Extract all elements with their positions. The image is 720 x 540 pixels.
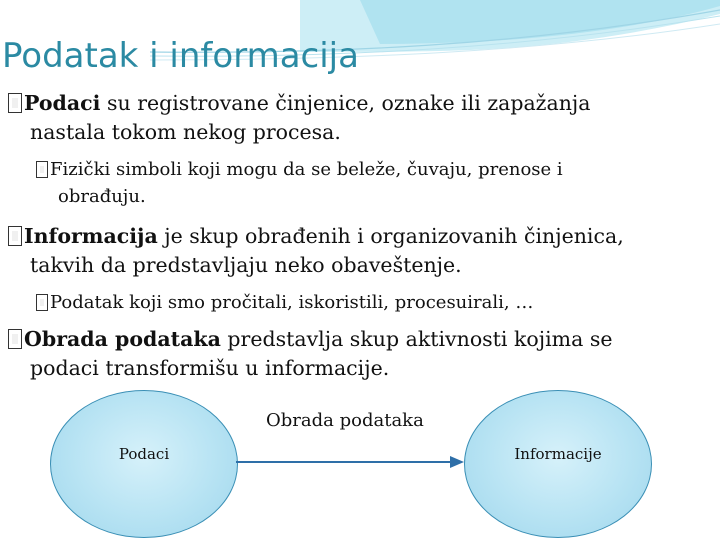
bullet-text-continued: takvih da predstavljaju neko obaveštenje. xyxy=(30,253,462,277)
arrow-label: Obrada podataka xyxy=(266,410,424,431)
bullet-text: predstavlja skup aktivnosti kojima se xyxy=(220,327,613,351)
bullet-podaci xyxy=(8,89,698,147)
podaci-ellipse xyxy=(50,390,238,538)
podaci-label: Podaci xyxy=(118,445,170,463)
bullet-box-icon xyxy=(36,294,48,311)
bullet-box-icon xyxy=(8,329,22,349)
bullet-term: Obrada podataka xyxy=(24,327,221,351)
sub-bullet-podaci xyxy=(36,156,696,210)
slide-title: Podatak i informacija xyxy=(2,36,359,76)
bullet-term: Podaci xyxy=(24,91,101,115)
bullet-term: Informacija xyxy=(24,224,158,248)
bullet-text: su registrovane činjenice, oznake ili zapažanja xyxy=(100,91,591,115)
bullet-text: je skup obrađenih i organizovanih činjenica, xyxy=(157,224,624,248)
bullet-box-icon xyxy=(8,226,22,246)
bullet-text-continued: nastala tokom nekog procesa. xyxy=(30,120,341,144)
sub-bullet-informacija xyxy=(36,289,696,316)
bullet-obrada-podataka xyxy=(8,325,698,383)
informacije-ellipse xyxy=(464,390,652,538)
informacije-label: Informacije xyxy=(514,445,602,463)
bullet-box-icon xyxy=(36,161,48,178)
sub-bullet-text: Fizički simboli koji mogu da se beleže, čuvaju, prenose i xyxy=(50,159,563,180)
bullet-box-icon xyxy=(8,93,22,113)
sub-bullet-text: Podatak koji smo pročitali, iskoristili, procesuirali, … xyxy=(50,292,534,313)
bullet-text-continued: podaci transformišu u informacije. xyxy=(30,356,390,380)
sub-bullet-text-continued: obrađuju. xyxy=(58,186,146,207)
bullet-informacija xyxy=(8,222,698,280)
